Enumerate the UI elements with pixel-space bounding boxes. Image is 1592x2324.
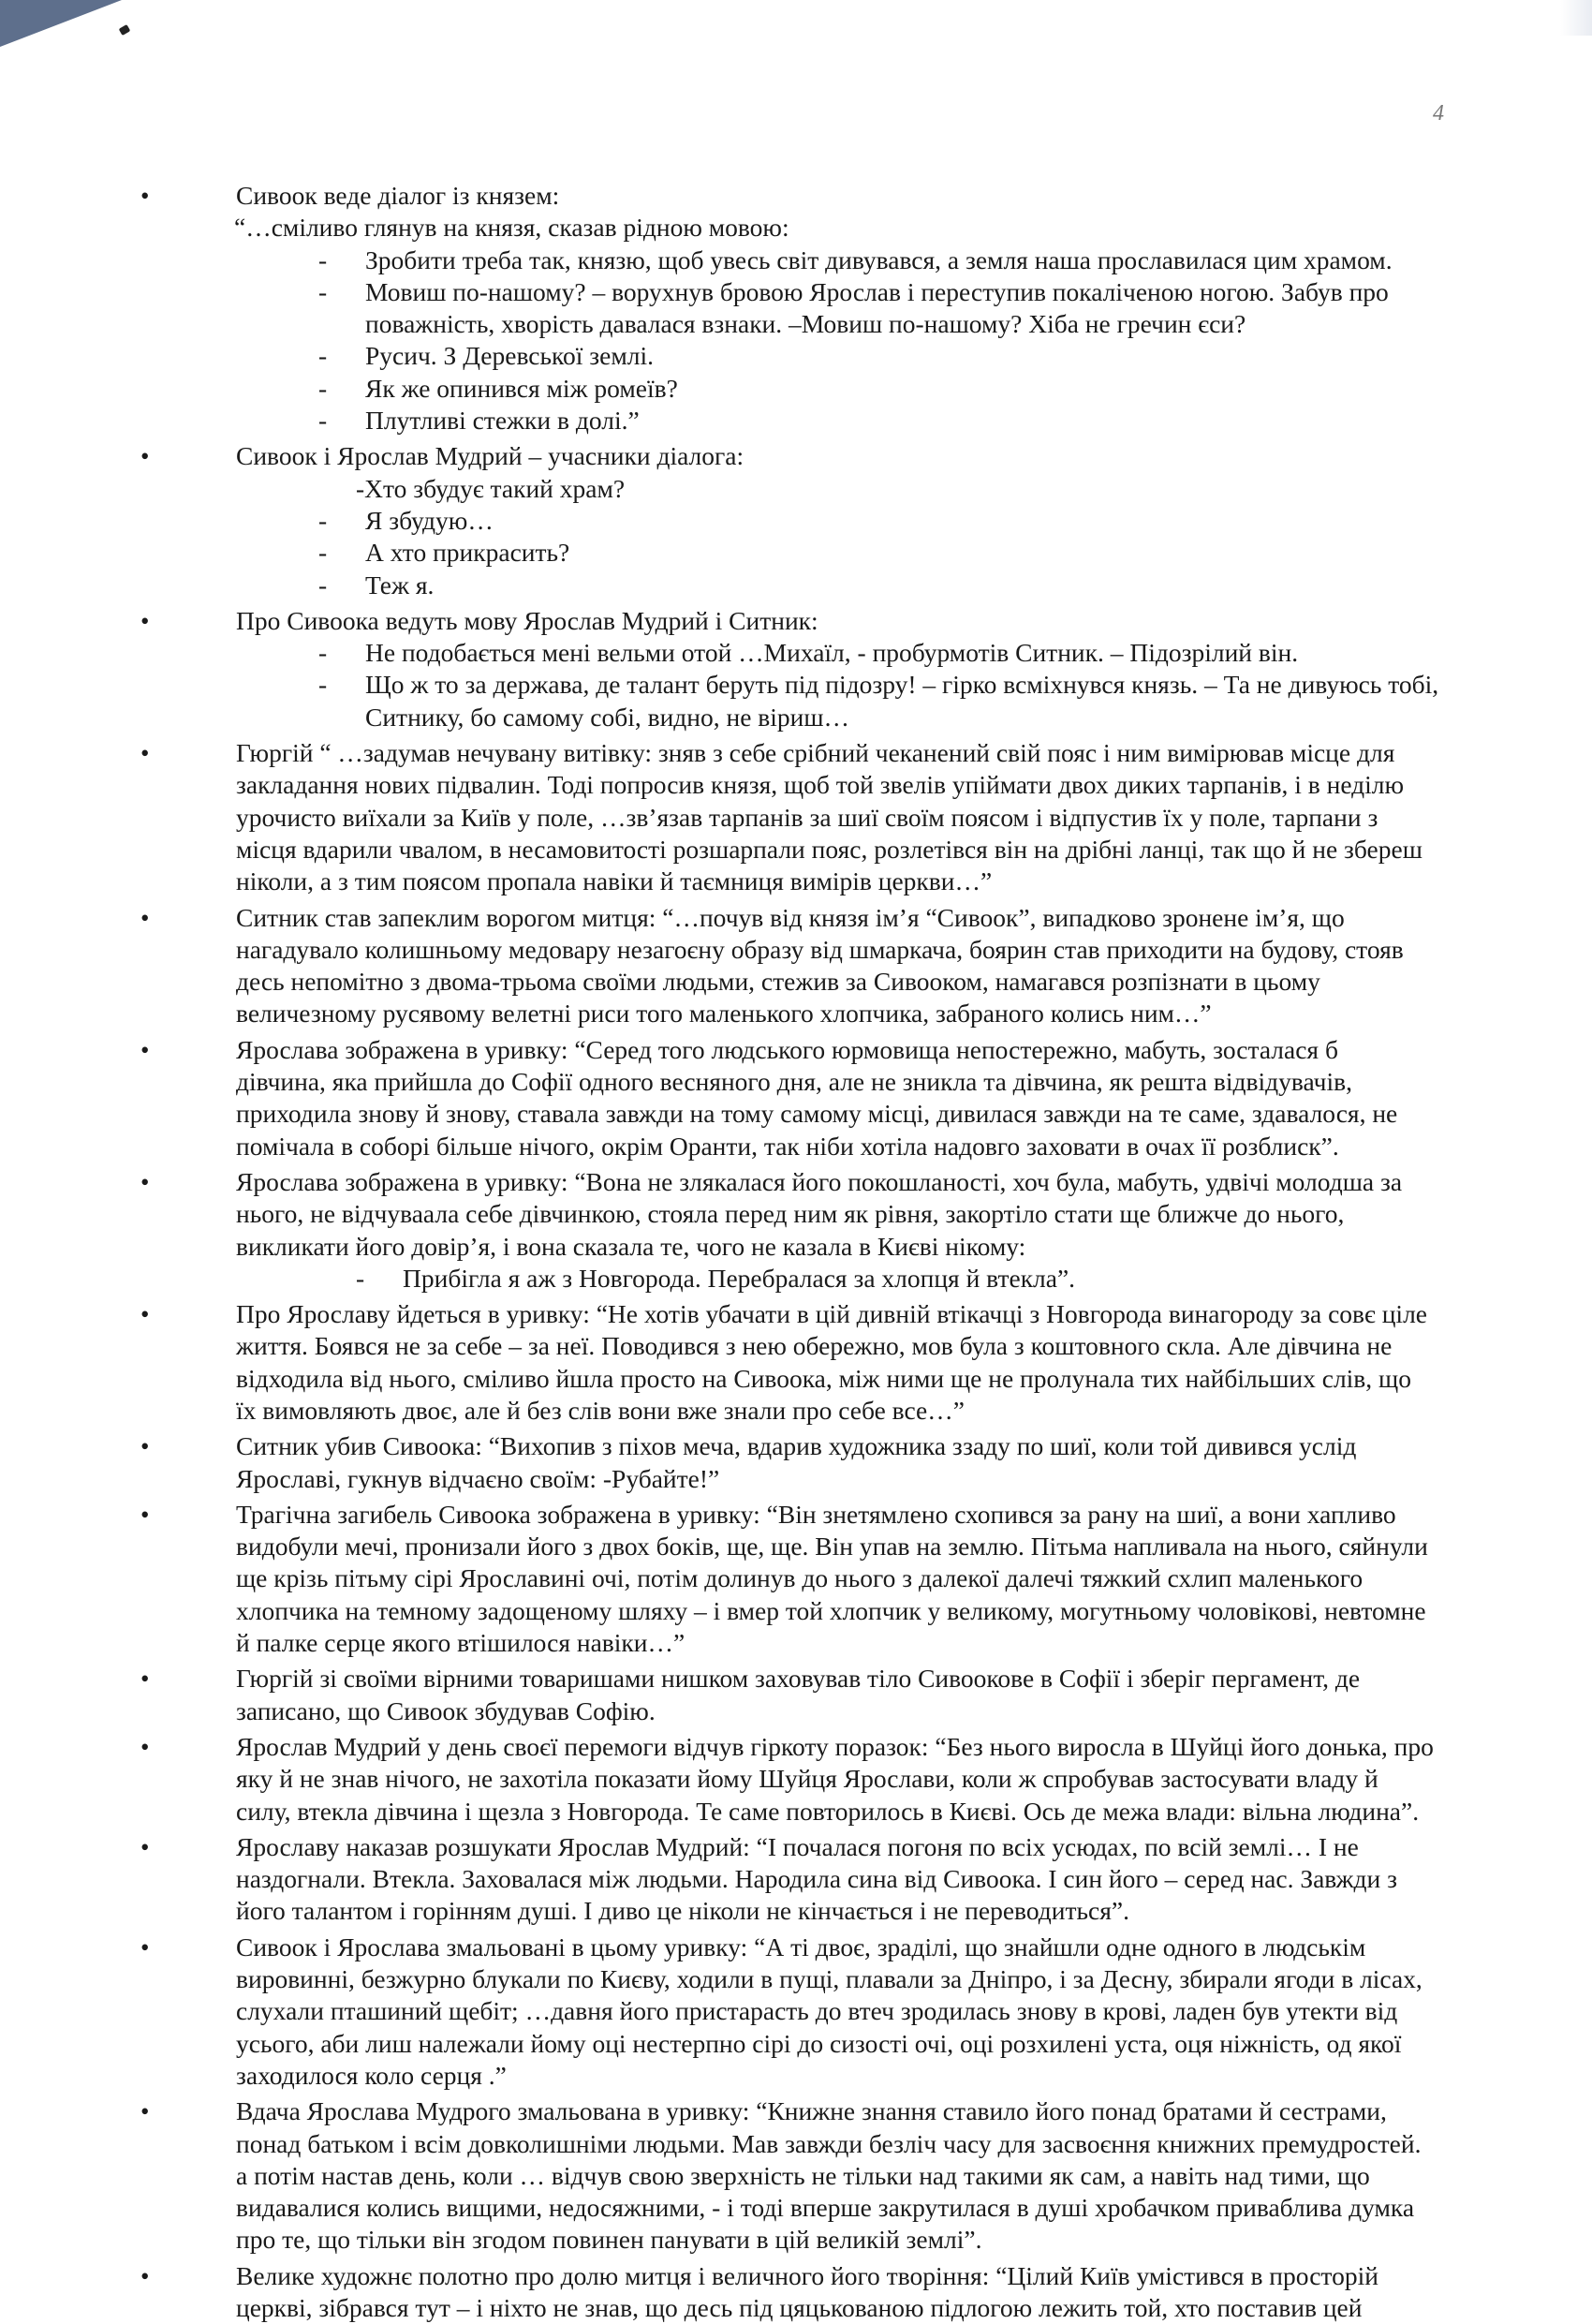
item-line: • Ярослава зображена в уривку: “Вона не злякалася його покошланості, хоч була, мабуть, удвічі молодша за <box>236 1166 1403 1196</box>
list-item <box>187 1166 1498 1295</box>
item-line: видавалися колись вищими, недосяжними, - і тоді вперше закрутилася в душі хробачком приваблива думка <box>236 2193 1415 2223</box>
list-item <box>187 1499 1498 1659</box>
item-line: • Ситник убив Сивоока: “Вихопив з піхов меча, вдарив художника ззаду по шиї, коли той дивився услід <box>236 1431 1357 1461</box>
item-line: нагадувало колишньому медовару незагоєну образу від шмаркача, боярин став приходити на будову, стояв <box>236 934 1404 964</box>
item-line: усього, аби лиш належали йому оці нестерпно сірі до сизості очі, оці розхилені уста, оця ніжність, од якої <box>236 2028 1402 2058</box>
item-line: силу, втекла дівчина і щезла з Новгорода. Те саме повторилось в Києві. Ось де межа влади: вільна людина”. <box>236 1796 1420 1826</box>
item-line: • Ситник став запеклим ворогом митця: “…почув від князя ім’я “Сивоок”, випадково зронене ім’я, що <box>236 902 1345 932</box>
list-item <box>187 605 1498 733</box>
item-line: Ярославі, гукнув відчаєно своїм: -Рубайте!” <box>236 1463 720 1493</box>
item-line: й палке серце якого втішилося навіки…” <box>236 1628 685 1658</box>
item-line: слухали пташиний щебіт; …давня його пристарасть до втеч зродилась знову в крові, ладен був утекти від <box>236 1996 1398 2026</box>
dialog-line: - Як же опинився між ромеїв? <box>187 373 1498 405</box>
list-item <box>187 180 1498 437</box>
item-line: вировинні, безжурно блукали по Києву, ходили в пущі, плавали за Дніпро, і за Десну, збирали ягоди в лісах, <box>236 1964 1422 1994</box>
item-line: його талантом і горінням душі. І диво це ніколи не кінчається і не переводиться”. <box>236 1896 1129 1926</box>
list-item <box>187 1663 1498 1727</box>
list-item <box>187 1831 1498 1928</box>
item-line: про те, що тільки він згодом повинен панувати в цій великій землі”. <box>236 2225 982 2255</box>
item-line: понад батьком і всім довколишніми людьми. Мав завжди безліч часу для засвоєння книжних премудростей. <box>236 2128 1422 2158</box>
item-line: величезному русявому велетні риси того маленького хлопчика, забраного колись ним…” <box>236 999 1212 1029</box>
item-line: • Ярославу наказав розшукати Ярослав Мудрий: “І почалася погоня по всіх усюдах, по всій землі… І не <box>236 1831 1359 1861</box>
list-item <box>187 440 1498 600</box>
dialog-line: - Не подобається мені вельми отой …Михаїл, - пробурмотів Ситник. – Підозрілий він. <box>187 637 1498 669</box>
dialog-line: поважність, хворість давалася взнаки. –Мовиш по-нашому? Хіба не гречин єси? <box>365 309 1246 339</box>
list-item <box>187 1034 1498 1162</box>
item-line: місця вдарили чвалом, в несамовитості розшарпали пояс, розлетівся він на дрібні ланці, так що й не збереш <box>236 834 1422 864</box>
dialog-line: - Плутливі стежки в долі.” <box>187 405 1498 437</box>
list-item <box>187 2260 1498 2324</box>
item-line: наздогнали. Втекла. Заховалася між людьми. Народила сина від Сивоока. І син його – серед нас. Завжди з <box>236 1864 1397 1894</box>
item-line: нього, не відчуваала себе дівчинкою, стояла перед ним як рівня, закортіло стати ще ближче до нього, <box>236 1199 1345 1229</box>
item-line: відходила від нього, сміливо йшла просто на Сивоока, між ними ще не пролунала тих найбільших слів, що <box>236 1363 1411 1393</box>
item-line: яку й не знав нічого, не захотіла показати йому Шуйця Ярослави, коли ж спробував застосувати владу й <box>236 1764 1378 1794</box>
dialog-line: - Зробити треба так, князю, щоб увесь світ дивувався, а земля наша прославилася цим храмом. <box>187 244 1498 276</box>
item-line: • Гюргій зі своїми вірними товаришами нишком заховував тіло Сивоокове в Софії і зберіг пергамент, де <box>236 1664 1361 1694</box>
list-item <box>187 1731 1498 1828</box>
page-number: 4 <box>1433 101 1444 126</box>
dialog-line: - А хто прикрасить? <box>187 537 1498 569</box>
item-line: • Ярослав Мудрий у день своєї перемоги відчув гіркоту поразок: “Без нього виросла в Шуйці його донька, про <box>236 1731 1434 1761</box>
item-line: дівчина, яка прийшла до Софії одного весняного дня, але не зникла та дівчина, як решта відвідувачів, <box>236 1067 1352 1097</box>
bullet-list <box>187 176 1498 2324</box>
item-line: хлопчика на темному задощеному шляху – і вмер той хлопчик у великому, могутньому чоловікові, невтомне <box>236 1595 1426 1625</box>
item-line: • Про Сивоока ведуть мову Ярослав Мудрий і Ситник: <box>236 605 818 635</box>
list-item <box>187 737 1498 897</box>
item-line: заходилося коло серця .” <box>236 2060 507 2090</box>
item-line: ще крізь пітьму сірі Ярославині очі, потім долинув до нього з далекої далечі тяжкий схлип маленького <box>236 1563 1364 1593</box>
item-line: а потім настав день, коли … відчув свою зверхність не тільки над такими як сам, а навіть над тими, що <box>236 2160 1370 2190</box>
item-line: • Трагічна загибель Сивоока зображена в уривку: “Він знетямлено схопився за рану на шиї, а вони хапливо <box>236 1499 1396 1529</box>
item-line: • Сивоок і Ярослав Мудрий – учасники діалога: <box>236 441 744 471</box>
dialog-line: Ситнику, бо самому собі, видно, не віриш… <box>365 702 850 732</box>
item-line: церкві, зібрався тут – і ніхто не знав, що десь під цяцькованою підлогою лежить той, хто поставив цей <box>236 2293 1363 2322</box>
list-item <box>187 1298 1498 1427</box>
scan-edge-shadow <box>1560 0 1592 36</box>
scan-corner-shadow <box>0 0 122 47</box>
item-line: • Вдача Ярослава Мудрого змальована в уривку: “Книжне знання ставило його понад братами й сестрами, <box>236 2096 1387 2126</box>
item-line: викликати його довір’я, і вона сказала те, чого не казала в Києві нікому: <box>236 1231 1026 1261</box>
item-line: • Сивоок веде діалог із князем: <box>236 181 560 210</box>
dialog-line: - Русич. З Деревської землі. <box>187 340 1498 372</box>
item-line: • Велике художнє полотно про долю митця і величного його творіння: “Цілий Київ умістився в просторій <box>236 2260 1378 2290</box>
item-line: -Хто збудує такий храм? <box>356 473 626 503</box>
scan-mark <box>119 24 131 36</box>
item-line: помічала в соборі більше нічого, окрім Оранти, так ніби хотіла надовго заховати в очах її розблиск”. <box>236 1131 1339 1161</box>
item-line: ніколи, а з тим поясом пропала навіки й таємниця вимірів церкви…” <box>236 866 993 896</box>
item-line: • Про Ярославу йдеться в уривку: “Не хотів убачати в цій дивній втікачці з Новгорода винагороду за совє ціле <box>236 1299 1427 1329</box>
item-line: приходила знову й знову, ставала завжди на тому самому місці, дивилася завжди на те саме, здавалося, не <box>236 1099 1398 1129</box>
dialog-line: - Я збудую… <box>187 505 1498 537</box>
item-line: записано, що Сивоок збудував Софію. <box>236 1695 656 1725</box>
item-line: закладання нових підвалин. Тоді попросив князя, щоб той звелів упіймати двох диких тарпанів, і в неділю <box>236 770 1405 800</box>
dialog-line: - Мовиш по-нашому? – ворухнув бровою Ярослав і переступив покаліченою ногою. Забув про <box>187 276 1498 308</box>
item-line: “…сміливо глянув на князя, сказав рідною мовою: <box>234 213 789 243</box>
list-item <box>187 2095 1498 2256</box>
item-line: • Сивоок і Ярослава змальовані в цьому уривку: “А ті двоє, зраділі, що знайшли одне одного в людськім <box>236 1932 1366 1961</box>
dialog-line: - Теж я. <box>187 570 1498 601</box>
item-line: десь непомітно з двома-трьома своїми людьми, стежив за Сивооком, намагався розпізнати в цьому <box>236 967 1320 997</box>
item-line: видобули мечі, пронизали його з двох боків, ще, ще. Він упав на землю. Пітьма напливала на нього, сяйнули <box>236 1532 1428 1562</box>
item-line: їх вимовляють двоє, але й без слів вони вже знали про себе все…” <box>236 1395 965 1425</box>
list-item <box>187 1430 1498 1495</box>
item-line: • Гюргій “ …задумав нечувану витівку: зняв з себе срібний чеканений свій пояс і ним вимірював місце для <box>236 738 1395 768</box>
dialog-line: - Прибігла я аж з Новгорода. Перебралася за хлопця й втекла”. <box>187 1263 1498 1295</box>
dialog-line: - Що ж то за держава, де талант беруть під підозру! – гірко всміхнувся князь. – Та не дивуюсь тобі, <box>187 669 1498 701</box>
item-line: • Ярослава зображена в уривку: “Серед того людського юрмовища непостережно, мабуть, зосталася б <box>236 1034 1338 1064</box>
item-line: життя. Боявся не за себе – за неї. Поводився з нею обережно, мов була з коштовного скла. Але дівчина не <box>236 1331 1393 1361</box>
list-item <box>187 902 1498 1030</box>
item-line: урочисто виїхали за Київ у поле, …зв’язав тарпанів за шиї своїм поясом і відпустив їх у поле, тарпани з <box>236 802 1378 832</box>
list-item <box>187 1932 1498 2092</box>
